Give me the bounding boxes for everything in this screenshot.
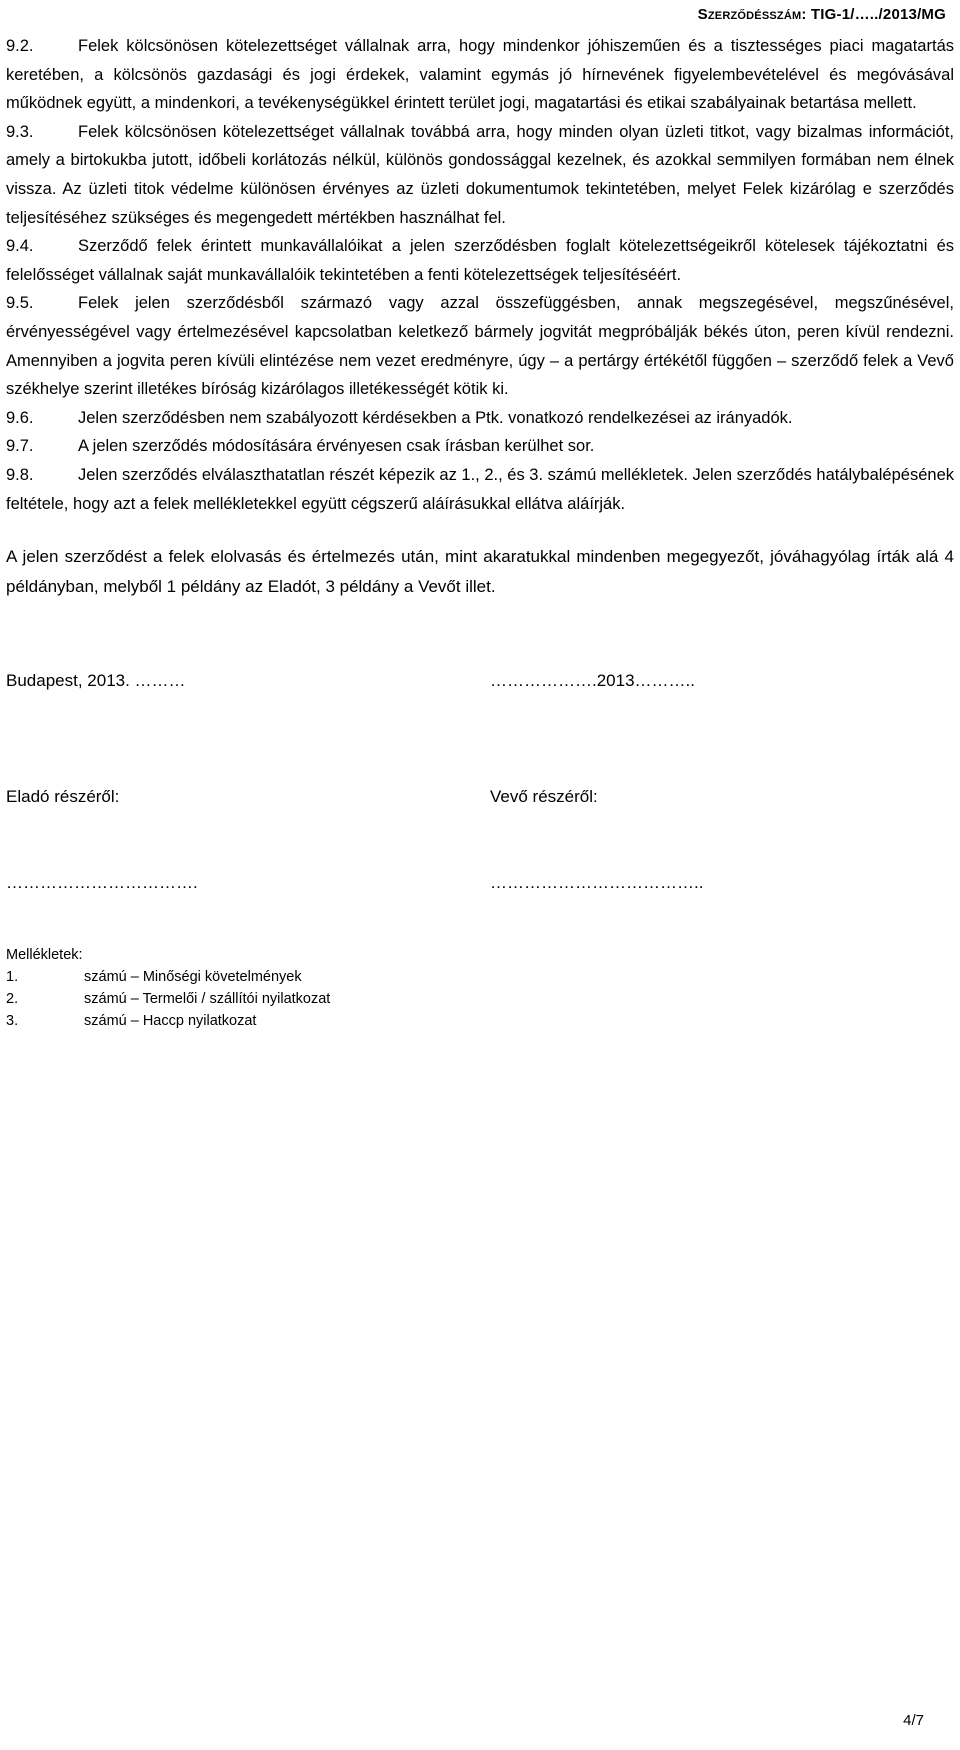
clause-number: 9.6.: [6, 408, 34, 427]
place-date-left: Budapest, 2013. ………: [6, 671, 186, 691]
place-date-right: ……………….2013………..: [490, 671, 695, 691]
annex-item: [6, 988, 954, 1010]
clause-text: A jelen szerződés módosítására érvényesen csak írásban kerülhet sor.: [78, 437, 595, 456]
clause-text: Szerződő felek érintett munkavállalóikat a jelen szerződésben foglalt kötelezettségeikről kötelesek tájékoztatni és felelősséget vállalnak saját munkavállalóik tekintetében a fenti kötelezettségek teljesítéséért.: [6, 237, 954, 284]
clause-9-7: [6, 432, 954, 461]
clause-text: Jelen szerződés elválaszthatatlan részét képezik az 1., 2., és 3. számú mellékletek. Jelen szerződés hatálybalépésének feltétele, hogy azt a felek mellékletekkel együtt cégszerű aláírásukkal ellátva aláírják.: [6, 465, 954, 513]
annex-text: számú – Haccp nyilatkozat: [84, 1013, 257, 1030]
contract-number-header: Szerződésszám: TIG-1/…../2013/MG: [697, 6, 946, 23]
annex-number: 3.: [6, 1013, 19, 1030]
clause-9-3: [6, 118, 954, 232]
clause-9-6: [6, 404, 954, 433]
signature-labels-row: [6, 782, 954, 812]
clause-number: 9.2.: [6, 37, 34, 55]
place-date-row: [6, 666, 954, 696]
clause-9-4: [6, 232, 954, 289]
annex-item: [6, 1010, 954, 1032]
clause-number: 9.4.: [6, 237, 34, 256]
spacer: [6, 898, 954, 944]
document-body: [6, 32, 954, 1032]
clause-9-8: [6, 461, 954, 518]
page-number: 4/7: [903, 1712, 924, 1729]
clause-text: Felek jelen szerződésből származó vagy azzal összefüggésben, annak megszegésével, megszűnésével, érvényességével vagy értelmezésével kapcsolatban keletkező bármely jogvitát megpróbálják békés úton, peren kívül rendezni. Amennyiben a jogvita peren kívüli elintézése nem vezet eredményre, úgy – a pertárgy értékétől függően – szerződő felek a Vevő székhelye szerint illetékes bíróság kizárólagos illetékességét kötik ki.: [6, 294, 954, 399]
clause-text: Felek kölcsönösen kötelezettséget vállalnak arra, hogy mindenkor jóhiszeműen és a tisztességes piaci magatartás keretében, a kölcsönös gazdasági és jogi érdekek, valamint egymás jó hírnevének figyelembevételével és megóvásával működnek együtt, a mindenkori, a tevékenységükkel érintett terület jogi, magatartási és etikai szabályainak betartása mellett.: [6, 37, 954, 113]
closing-statement: A jelen szerződést a felek elolvasás és értelmezés után, mint akaratukkal mindenben megegyezőt, jóváhagyólag írták alá 4 példányban, melyből 1 példány az Eladót, 3 példány a Vevőt illet.: [6, 547, 954, 597]
seller-label: Eladó részéről:: [6, 787, 120, 807]
annex-text: számú – Minőségi követelmények: [84, 969, 302, 986]
clause-text: Jelen szerződésben nem szabályozott kérdésekben a Ptk. vonatkozó rendelkezései az irányadók.: [78, 408, 793, 427]
annex-item: [6, 966, 954, 988]
annex-list: [6, 944, 954, 1032]
annex-number: 1.: [6, 969, 19, 986]
annex-text: számú – Termelői / szállítói nyilatkozat: [84, 991, 331, 1008]
buyer-signature-line: ………………………………..: [490, 873, 704, 893]
spacer: [6, 602, 954, 666]
clause-9-5: [6, 289, 954, 403]
clause-9-2: [6, 32, 954, 118]
clause-number: 9.5.: [6, 294, 34, 313]
spacer: [6, 812, 954, 868]
annex-title: Mellékletek:: [6, 947, 83, 964]
spacer: [6, 518, 954, 542]
clause-number: 9.3.: [6, 122, 34, 141]
clause-number: 9.7.: [6, 437, 34, 456]
annex-number: 2.: [6, 991, 19, 1008]
spacer: [6, 696, 954, 782]
clause-number: 9.8.: [6, 465, 34, 484]
clause-text: Felek kölcsönösen kötelezettséget vállalnak továbbá arra, hogy minden olyan üzleti titkot, vagy bizalmas információt, amely a birtokukba jutott, időbeli korlátozás nélkül, különös gondossággal kezelnek, és azokkal semmilyen formában nem élnek vissza. Az üzleti titok védelme különösen érvényes az üzleti dokumentumok tekintetében, melyet Felek kizárólag e szerződés teljesítéséhez szükséges és megengedett mértékben használhat fel.: [6, 122, 954, 227]
seller-signature-line: …………………………….: [6, 873, 198, 893]
buyer-label: Vevő részéről:: [490, 787, 598, 807]
signature-lines-row: [6, 868, 954, 898]
